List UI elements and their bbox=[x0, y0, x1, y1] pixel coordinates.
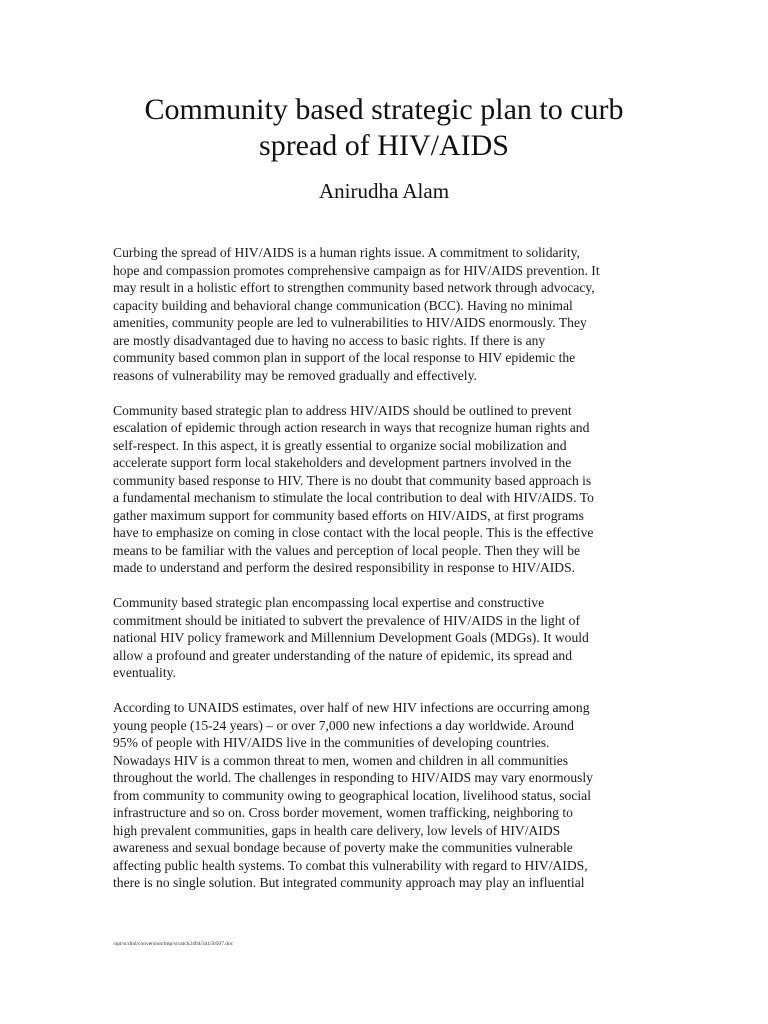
paragraph-4: According to UNAIDS estimates, over half of new HIV infections are occurring among young people (15-24 years) – or over 7,000 new infections a day worldwide. Around 95% of people with HIV/AIDS live in the communities of developing countries. Nowadays HIV is a common threat to men, women and children in all communities throughout the world. The challenges in responding to HIV/AIDS may vary enormously from community to community owing to geographical location, livelihood status, social infrastructure and so on. Cross border movement, women trafficking, neighboring to high prevalent communities, gaps in health care delivery, low levels of HIV/AIDS awareness and sexual bondage because of poverty make the communities vulnerable affecting public health systems. To combat this vulnerability with regard to HIV/AIDS, there is no single solution. But integrated community approach may play an influential bbox=[113, 700, 593, 890]
document-body bbox=[113, 244, 658, 909]
paragraph-2: Community based strategic plan to address HIV/AIDS should be outlined to prevent escalation of epidemic through action research in ways that recognize human rights and self-respect. In this aspect, it is greatly essential to organize social mobilization and accelerate support form local stakeholders and development partners involved in the community based response to HIV. There is no doubt that community based approach is a fundamental mechanism to stimulate the local contribution to deal with HIV/AIDS. To gather maximum support for community based efforts on HIV/AIDS, at first programs have to emphasize on coming in close contact with the local people. This is the effective means to be familiar with the values and perception of local people. Then they will be made to understand and perform the desired responsibility in response to HIV/AIDS. bbox=[113, 402, 594, 575]
document-title: Community based strategic plan to curb spread of HIV/AIDS bbox=[144, 93, 624, 162]
document-author: Anirudha Alam bbox=[318, 179, 450, 203]
paragraph-3: Community based strategic plan encompassing local expertise and constructive commitment should be initiated to subvert the prevalence of HIV/AIDS in the light of national HIV policy framework and Millennium Development Goals (MDGs). It would allow a profound and greater understanding of the nature of epidemic, its spread and eventuality. bbox=[113, 595, 589, 680]
footer-file-path: /opt/scribd/conversion/tmp/scratch2404/34150507.doc bbox=[113, 941, 234, 947]
paragraph-1: Curbing the spread of HIV/AIDS is a human rights issue. A commitment to solidarity, hope and compassion promotes comprehensive campaign as for HIV/AIDS prevention. It may result in a holistic effort to strengthen community based network through advocacy, capacity building and behavioral change communication (BCC). Having no minimal amenities, community people are led to vulnerabilities to HIV/AIDS enormously. They are mostly disadvantaged due to having no access to basic rights. If there is any community based common plan in support of the local response to HIV epidemic the reasons of vulnerability may be removed gradually and effectively. bbox=[113, 245, 600, 383]
